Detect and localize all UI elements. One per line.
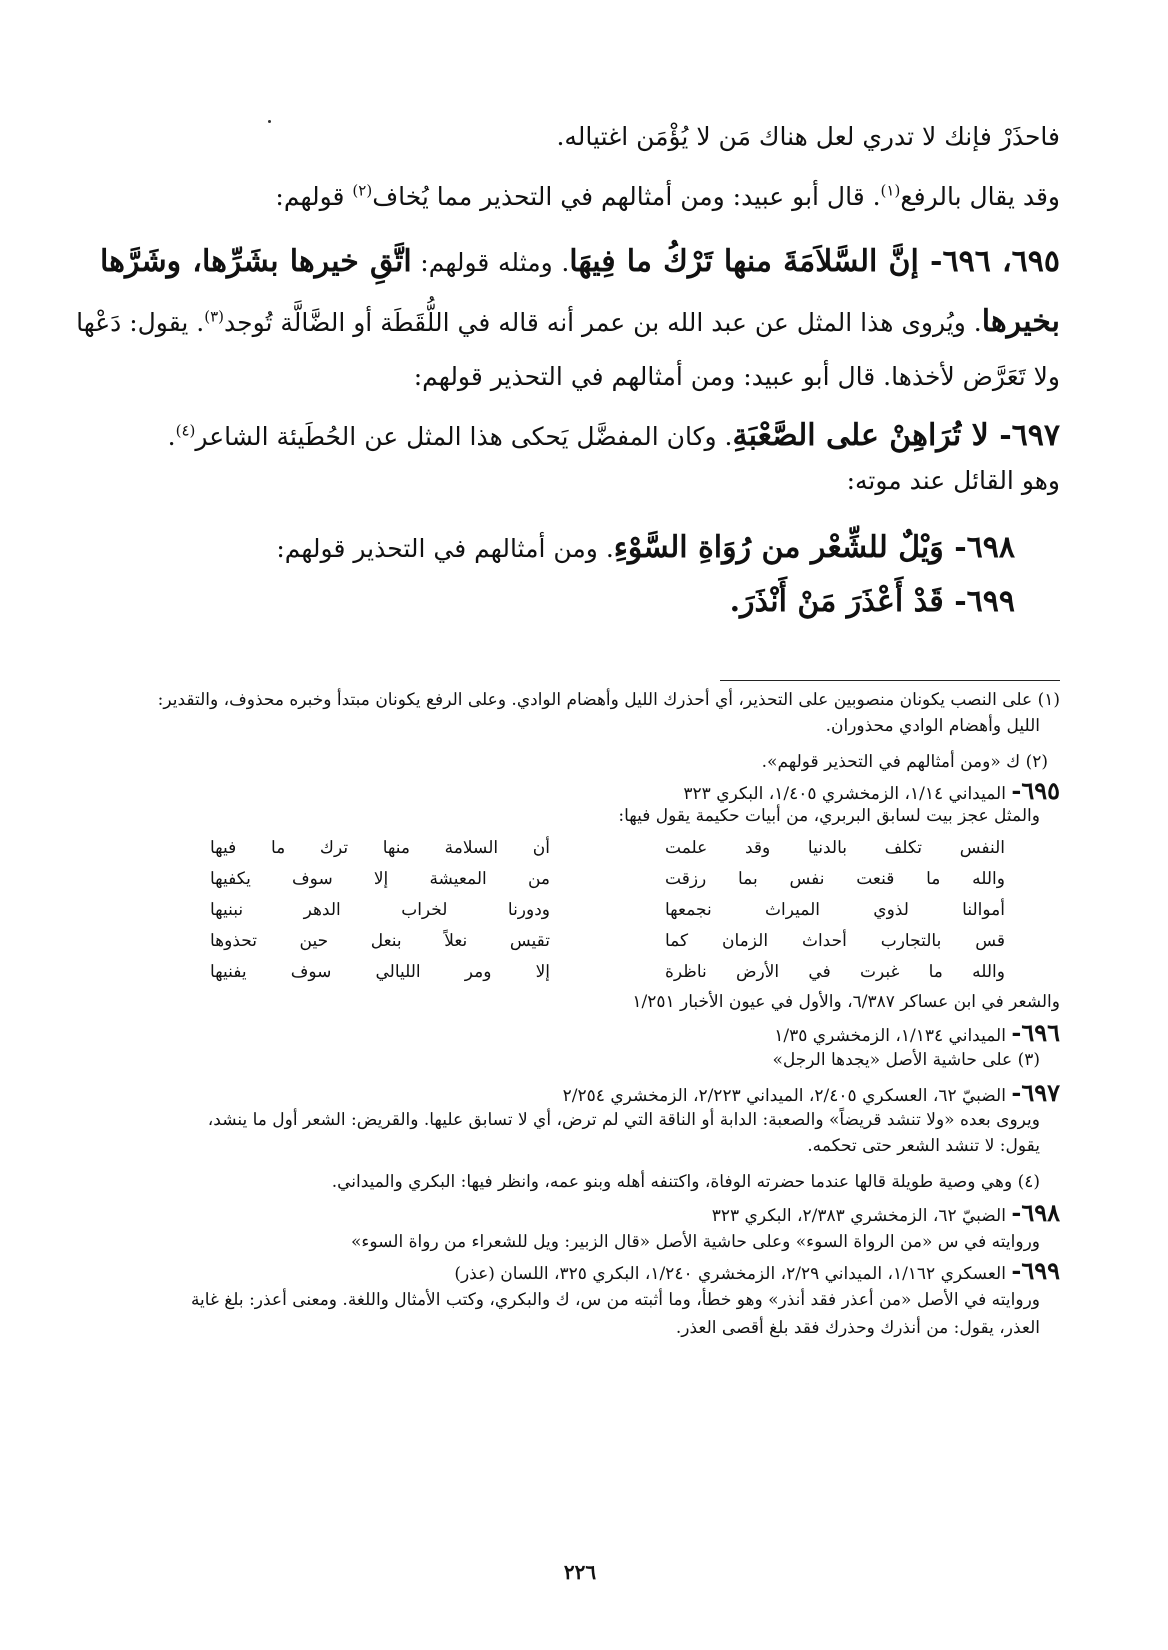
page-number: ٢٢٦: [563, 1560, 597, 1584]
verse-hemistich: والله ما قنعت نفس بما رزقت: [665, 869, 1005, 889]
note-number: ٦٩٨-: [1011, 1198, 1060, 1227]
note-697-text: [100, 1110, 1040, 1130]
text-span: فاحذَرْ فإنك لا تدري لعل هناك مَن لا يُؤْمَن اغتياله.: [556, 122, 1060, 151]
proverb-text: ٦٩٥، ٦٩٦- إنَّ السَّلاَمَةَ منها تَرْكُ ما فِيهَا: [569, 244, 1060, 279]
note-text: العسكري ١/١٦٢، الميداني ٢/٢٩، الزمخشري ١/٢٤٠، البكري ٣٢٥، اللسان (عذر): [454, 1264, 1012, 1284]
note-text: (٣) على حاشية الأصل «يجدها الرجل»: [772, 1050, 1040, 1070]
text-span: وقد يقال بالرفع: [900, 182, 1060, 211]
note-text: والمثل عجز بيت لسابق البربري، من أبيات حكيمة يقول فيها:: [618, 806, 1040, 826]
note-text: وروايته في الأصل «من أعذر فقد أنذر» وهو خطأ، وما أثبته من س، ك والبكري، وكتب الأمثال واللغة. ومعنى أعذر: بلغ غاية: [190, 1290, 1040, 1310]
text-span: . ومثله قولهم:: [411, 248, 570, 277]
note-number: ٦٩٧-: [1011, 1078, 1060, 1107]
note-697-text-cont: [100, 1136, 1040, 1156]
note-text: والشعر في ابن عساكر ٦/٣٨٧، والأول في عيون الأخبار ١/٢٥١: [632, 992, 1060, 1012]
text-span: . ويُروى هذا المثل عن عبد الله بن عمر أنه قاله في اللُّقَطَة أو الضَّالَّة تُوجد: [224, 308, 982, 337]
verse-hemistich: أن السلامة منها ترك ما فيها: [210, 838, 550, 858]
note-number: ٦٩٦-: [1011, 1018, 1060, 1047]
verse-hemistich: من المعيشة إلا سوف يكفيها: [210, 869, 550, 889]
text-line-5: [100, 362, 1060, 391]
footnote-1-cont: [100, 716, 1040, 736]
note-698: [100, 1198, 1060, 1227]
text-span: قولهم:: [275, 182, 353, 211]
note-number: ٦٩٥-: [1011, 776, 1060, 805]
note-text: (١) على النصب يكونان منصوبين على التحذير، أي أحذرك الليل وأهضام الوادي. وعلى الرفع يكونان مبتدأ وخبره محذوف، والتقدير:: [157, 690, 1060, 710]
footnote-ref-4[interactable]: (٤): [175, 421, 196, 440]
note-697: [100, 1078, 1060, 1107]
footnote-ref-2[interactable]: (٢): [352, 181, 373, 200]
verse-hemistich: تقيس نعلاً بنعل حين تحذوها: [210, 931, 550, 951]
note-text: الميداني ١/١٤، الزمخشري ١/٤٠٥، البكري ٣٢٣: [683, 784, 1012, 804]
footnote-1: [100, 690, 1060, 710]
note-696: [100, 1018, 1060, 1047]
text-span: . قال أبو عبيد: ومن أمثالهم في التحذير مما يُخاف: [372, 182, 881, 211]
footnote-4: [100, 1172, 1040, 1192]
note-text: (٢) ك «ومن أمثالهم في التحذير قولهم».: [761, 752, 1048, 772]
note-number: ٦٩٩-: [1011, 1256, 1060, 1285]
note-text: يقول: لا تنشد الشعر حتى تحكمه.: [807, 1136, 1040, 1156]
footnote-divider: [720, 680, 1060, 681]
note-text: الضبيّ ٦٢، العسكري ٢/٤٠٥، الميداني ٢/٢٢٣، الزمخشري ٢/٢٥٤: [562, 1086, 1012, 1106]
proverb-text: اتَّقِ خيرها بشَرِّها، وشَرَّها: [100, 244, 412, 279]
verse-hemistich: النفس تكلف بالدنيا وقد علمت: [665, 838, 1005, 858]
proverb-699: [100, 584, 1015, 619]
book-page: [76, 110, 1060, 1630]
scan-speck: [268, 120, 271, 123]
note-text: (٤) وهي وصية طويلة قالها عندما حضرته الوفاة، واكتنفه أهله وبنو عمه، وانظر فيها: البكري والميداني.: [331, 1172, 1040, 1192]
text-span: . وكان المفضَّل يَحكى هذا المثل عن الحُطَيئة الشاعر: [195, 422, 733, 451]
note-695-source: [100, 992, 1060, 1012]
note-text: الضبيّ ٦٢، الزمخشري ٢/٣٨٣، البكري ٣٢٣: [711, 1206, 1012, 1226]
proverb-text: ٦٩٩- قَدْ أَعْذَرَ مَنْ أَنْذَرَ.: [729, 584, 1015, 619]
text-line-1: [100, 122, 1060, 151]
note-699-text-cont: [100, 1318, 1040, 1338]
text-line-7: [100, 466, 1060, 495]
text-span: . ومن أمثالهم في التحذير قولهم:: [276, 534, 614, 563]
text-span: وهو القائل عند موته:: [846, 466, 1060, 495]
verse-hemistich: إلا ومر الليالي سوف يفنيها: [210, 962, 550, 982]
note-695-text: [100, 806, 1040, 826]
proverb-697: [100, 418, 1060, 453]
text-line-4: [76, 304, 1060, 339]
footnote-3: [100, 1050, 1040, 1070]
note-text: وروايته في س «من الرواة السوء» وعلى حاشية الأصل «قال الزبير: ويل للشعراء من رواة السوء»: [350, 1232, 1040, 1252]
proverb-695-696: [100, 244, 1060, 279]
note-text: ويروى بعده «ولا تنشد قريضاً» والصعبة: الدابة أو الناقة التي لم ترض، أي لا تسابق عليها. والقريض: الشعر أول ما ينشد،: [207, 1110, 1040, 1130]
proverb-text: بخيرها: [981, 304, 1060, 339]
proverb-698: [100, 530, 1015, 565]
note-695: [100, 776, 1060, 805]
note-698-text: [100, 1232, 1040, 1252]
text-line-2: [100, 182, 1060, 211]
verse-hemistich: ودورنا لخراب الدهر نبنيها: [210, 900, 550, 920]
footnote-2: [100, 752, 1048, 772]
proverb-text: ٦٩٧- لا تُرَاهِنْ على الصَّعْبَةِ: [732, 418, 1060, 453]
proverb-text: ٦٩٨- وَيْلٌ للشِّعْر من رُوَاةِ السَّوْءِ: [613, 530, 1015, 565]
text-span: . يقول: دَعْها: [76, 308, 205, 337]
verse-hemistich: والله ما غبرت في الأرض ناظرة: [665, 962, 1005, 982]
note-text: العذر، يقول: من أنذرك وحذرك فقد بلغ أقصى العذر.: [675, 1318, 1040, 1338]
note-text: الليل وأهضام الوادي محذوران.: [825, 716, 1040, 736]
footnote-ref-3[interactable]: (٣): [204, 307, 224, 326]
footnote-ref-1[interactable]: (١): [880, 181, 901, 200]
note-text: الميداني ١/١٣٤، الزمخشري ١/٣٥: [774, 1026, 1012, 1046]
verse-hemistich: أموالنا لذوي الميراث نجمعها: [665, 900, 1005, 920]
text-span: .: [167, 422, 176, 451]
verse-hemistich: قس بالتجارب أحداث الزمان كما: [665, 931, 1005, 951]
note-699-text: [100, 1290, 1040, 1310]
note-699: [100, 1256, 1060, 1285]
text-span: ولا تَعَرَّض لأخذها. قال أبو عبيد: ومن أمثالهم في التحذير قولهم:: [413, 362, 1060, 391]
